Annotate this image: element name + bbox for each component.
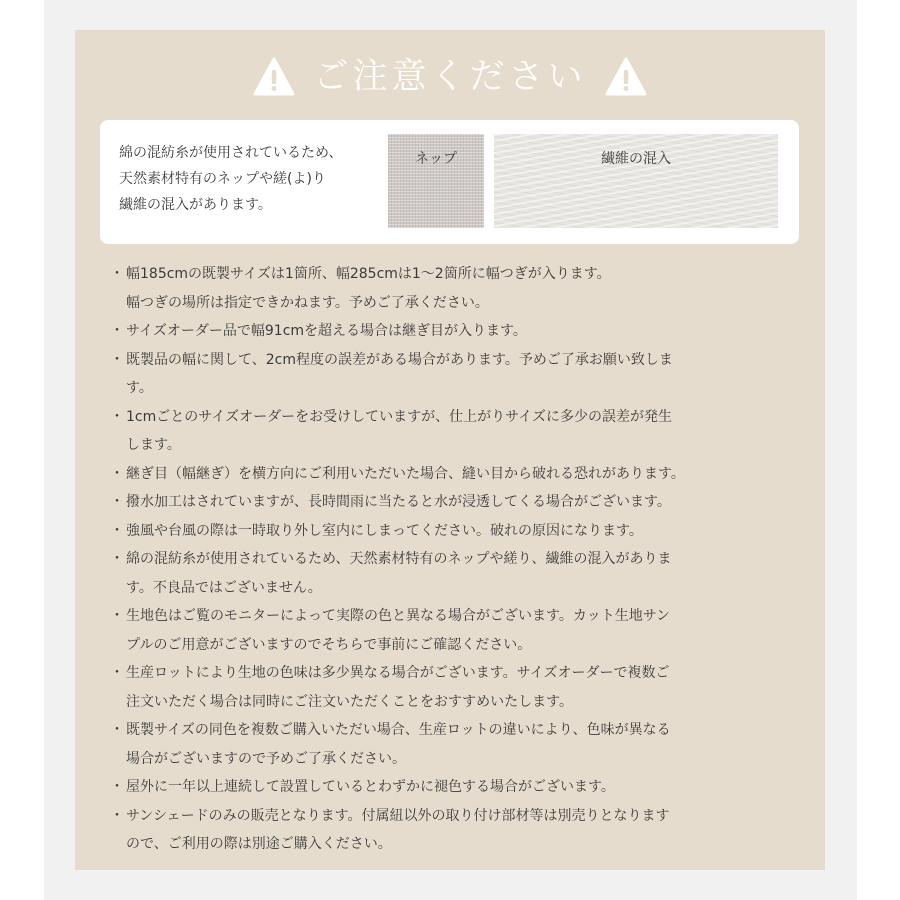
bullet: ・	[110, 722, 124, 738]
note-text-line: 場合がございますので予めご了承ください。	[126, 750, 406, 767]
notice-title: ご注意ください	[313, 57, 587, 97]
list-item	[108, 517, 798, 546]
list-item	[108, 802, 798, 859]
note-text-line: サイズオーダー品で幅91cmを超える場合は継ぎ目が入ります。	[126, 323, 527, 339]
note-text-line: 屋外に一年以上連続して設置しているとわずかに褪色する場合がございます。	[126, 779, 615, 795]
notes-list	[108, 260, 798, 859]
bullet: ・	[110, 465, 124, 482]
list-item	[108, 460, 798, 489]
fiber-fabric-swatch	[494, 134, 778, 228]
list-item	[108, 716, 798, 773]
note-text-line: 撥水加工はされていますが、長時間雨に当たると水が浸透してくる場合がございます。	[126, 494, 671, 510]
note-text-line: 強風や台風の際は一時取り外し室内にしまってください。破れの原因になります。	[126, 522, 643, 539]
note-text-line: サンシェードのみの販売となります。付属紐以外の取り付け部材等は別売りとなります	[126, 807, 670, 824]
bullet: ・	[110, 665, 124, 681]
note-text-line: 幅185cmの既製サイズは1箇所、幅285cmは1〜2箇所に幅つぎが入ります。	[126, 266, 611, 282]
nep-fabric-swatch	[388, 134, 484, 228]
note-text-line: プルのご用意がございますのでそちらで事前にご確認ください。	[126, 636, 532, 653]
note-text-line: ので、ご利用の際は別途ご購入ください。	[126, 836, 392, 852]
list-item	[108, 317, 798, 346]
note-text-line: 生地色はご覧のモニターによって実際の色と異なる場合がございます。カット生地サン	[126, 608, 671, 624]
list-item	[108, 659, 798, 716]
warning-triangle-icon	[253, 57, 295, 97]
note-text-line: す。不良品ではございません。	[126, 579, 322, 596]
fiber-swatch-label: 繊維の混入	[601, 151, 671, 167]
bullet: ・	[110, 494, 124, 510]
note-text-line: 綿の混紡糸が使用されているため、天然素材特有のネップや縒り、繊維の混入がありま	[126, 551, 672, 567]
bullet: ・	[110, 522, 124, 539]
note-text-line: 継ぎ目（幅継ぎ）を横方向にご利用いただいた場合、縫い目から破れる恐れがあります。	[126, 465, 685, 482]
note-text-line: 1cmごとのサイズオーダーをお受けしていますが、仕上がりサイズに多少の誤差が発生	[126, 408, 672, 425]
note-text-line: 生産ロットにより生地の色味は多少異なる場合がございます。サイズオーダーで複数ご	[126, 665, 670, 681]
list-item	[108, 346, 798, 403]
bullet: ・	[110, 807, 124, 824]
material-description	[119, 140, 389, 218]
warning-triangle-icon	[605, 57, 647, 97]
list-item	[108, 403, 798, 460]
list-item	[108, 260, 798, 317]
note-text-line: す。	[126, 380, 153, 396]
list-item	[108, 602, 798, 659]
material-card	[100, 120, 799, 244]
list-item	[108, 488, 798, 517]
material-description-line: 天然素材特有のネップや縒(よ)り	[119, 171, 326, 187]
bullet: ・	[110, 551, 124, 567]
bullet: ・	[110, 779, 124, 795]
bullet: ・	[110, 323, 124, 339]
material-description-line: 繊維の混入があります。	[119, 197, 272, 213]
bullet: ・	[110, 408, 124, 425]
nep-swatch-label: ネップ	[415, 151, 457, 167]
note-text-line: 幅つぎの場所は指定できかねます。予めご了承ください。	[126, 294, 489, 311]
bullet: ・	[110, 608, 124, 624]
note-text-line: します。	[126, 437, 181, 453]
list-item	[108, 773, 798, 802]
note-text-line: 既製品の幅に関して、2cm程度の誤差がある場合があります。予めご了承お願い致しま	[126, 351, 673, 368]
material-description-line: 綿の混紡糸が使用されているため、	[119, 145, 343, 161]
note-text-line: 注文いただく場合は同時にご注文いただくことをおすすめいたします。	[126, 693, 574, 710]
note-text-line: 既製サイズの同色を複数ご購入いただい場合、生産ロットの違いにより、色味が異なる	[126, 722, 671, 738]
bullet: ・	[110, 266, 124, 282]
notice-header	[0, 52, 900, 102]
list-item	[108, 545, 798, 602]
bullet: ・	[110, 351, 124, 368]
